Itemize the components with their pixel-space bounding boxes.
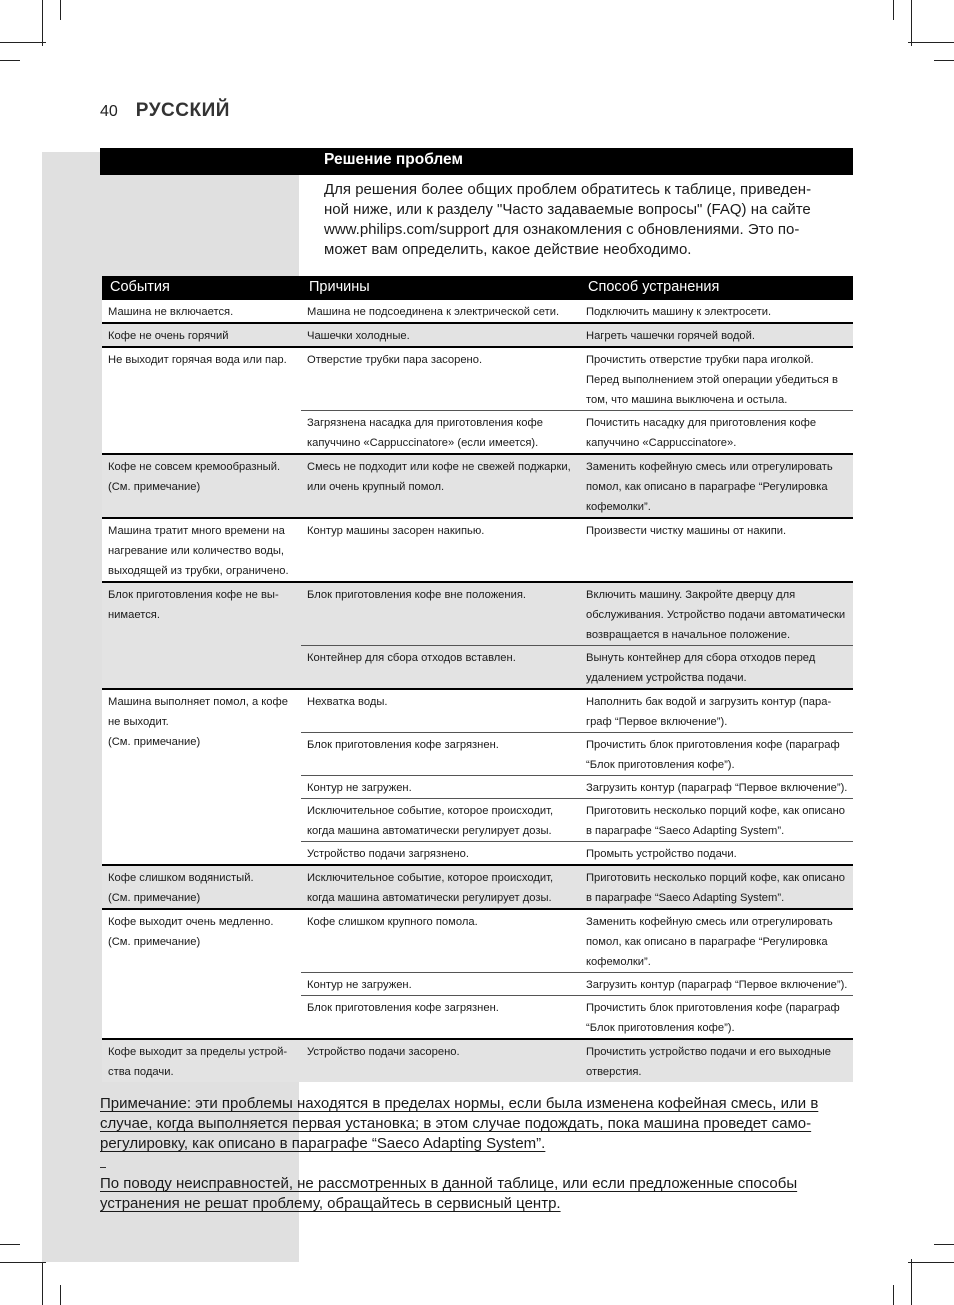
- cause-cell: [301, 1039, 580, 1082]
- solution-line: Приготовить несколько порций кофе, как описано: [586, 872, 846, 884]
- solution-line: Прочистить блок приготовления кофе (параграф: [586, 739, 840, 751]
- cause-cell: [301, 323, 580, 347]
- event-line: (См. примечание): [108, 936, 201, 948]
- solution-line: Подключить машину к электросети.: [586, 306, 772, 318]
- cause-line: капуччино «Cappuccinatore» (если имеется).: [307, 437, 539, 449]
- solution-line: удалением устройства подачи.: [586, 672, 747, 684]
- solution-line: Произвести чистку машины от накипи.: [586, 525, 787, 537]
- cause-line: Устройство подачи засорено.: [307, 1046, 460, 1058]
- event-cell: [102, 347, 301, 454]
- solution-line: том, что машина выключена и остыла.: [586, 394, 788, 406]
- crop-mark: [0, 60, 20, 61]
- solution-cell: [580, 299, 853, 323]
- solution-line: Почистить насадку для приготовления кофе: [586, 417, 817, 429]
- crop-mark: [0, 1244, 20, 1245]
- note-line: случае, когда выполняется первая установка; в этом случае подождать, пока машина проведет само-: [100, 1115, 812, 1132]
- cause-cell: [301, 454, 580, 518]
- solution-cell: [580, 1039, 853, 1082]
- crop-mark: [908, 1262, 954, 1263]
- cause-line: Нехватка воды.: [307, 696, 388, 708]
- cause-line: Исключительное событие, которое происходит,: [307, 805, 554, 817]
- table-row: [102, 865, 853, 909]
- crop-mark: [893, 1285, 894, 1305]
- solution-line: Вынуть контейнер для сбора отходов перед: [586, 652, 816, 664]
- table-row: [102, 582, 853, 646]
- crop-mark: [911, 1259, 912, 1305]
- event-line: Кофе слишком водянистый.: [108, 872, 254, 884]
- solution-line: помол, как описано в параграфе “Регулировка: [586, 936, 828, 948]
- solution-cell: [580, 776, 853, 799]
- crop-mark: [908, 42, 954, 43]
- solution-line: Нагреть чашечки горячей водой.: [586, 330, 755, 342]
- event-cell: [102, 909, 301, 1039]
- separator-dash: [100, 1167, 106, 1168]
- crop-mark: [934, 60, 954, 61]
- solution-line: помол, как описано в параграфе “Регулировка: [586, 481, 828, 493]
- solution-line: Включить машину. Закройте дверцу для: [586, 589, 796, 601]
- solution-line: отверстия.: [586, 1066, 642, 1078]
- event-line: Кофе выходит очень медленно.: [108, 916, 274, 928]
- cause-cell: [301, 518, 580, 582]
- service-paragraph: [100, 1174, 856, 1214]
- solution-cell: [580, 347, 853, 411]
- solution-line: Загрузить контур (параграф “Первое включение”).: [586, 782, 848, 794]
- event-line: нагревание или количество воды,: [108, 545, 285, 557]
- cause-line: Исключительное событие, которое происходит,: [307, 872, 554, 884]
- solution-line: кофемолки”.: [586, 501, 651, 513]
- cause-cell: [301, 689, 580, 733]
- page-language: РУССКИЙ: [135, 100, 230, 121]
- event-cell: [102, 865, 301, 909]
- crop-mark: [934, 1244, 954, 1245]
- event-cell: [102, 323, 301, 347]
- cause-line: Чашечки холодные.: [307, 330, 410, 342]
- cause-line: когда машина автоматически регулирует дозы.: [307, 892, 552, 904]
- event-line: (См. примечание): [108, 892, 201, 904]
- event-line: ства подачи.: [108, 1066, 174, 1078]
- event-line: Блок приготовления кофе не вы-: [108, 589, 279, 601]
- cause-cell: [301, 865, 580, 909]
- solution-line: Загрузить контур (параграф “Первое включение”).: [586, 979, 848, 991]
- event-line: Машина не включается.: [108, 306, 234, 318]
- cause-cell: [301, 411, 580, 455]
- crop-mark: [0, 1262, 46, 1263]
- crop-mark: [911, 0, 912, 46]
- intro-line: может вам определить, какое действие необходимо.: [324, 241, 692, 258]
- crop-mark: [42, 1259, 43, 1305]
- cause-line: Отверстие трубки пара засорено.: [307, 354, 483, 366]
- solution-line: “Блок приготовления кофе”).: [586, 759, 735, 771]
- cause-cell: [301, 582, 580, 646]
- solution-cell: [580, 909, 853, 973]
- table-row: [102, 299, 853, 323]
- header-solutions: Способ устранения: [580, 276, 853, 299]
- service-line: По поводу неисправностей, не рассмотренных в данной таблице, или если предложенные способы: [100, 1175, 798, 1192]
- cause-line: Устройство подачи загрязнено.: [307, 848, 469, 860]
- cause-cell: [301, 347, 580, 411]
- table-row: [102, 518, 853, 582]
- cause-line: когда машина автоматически регулирует дозы.: [307, 825, 552, 837]
- note-paragraph: [100, 1094, 856, 1154]
- cause-line: Кофе слишком крупного помола.: [307, 916, 478, 928]
- cause-line: Контур машины засорен накипью.: [307, 525, 485, 537]
- solution-cell: [580, 582, 853, 646]
- event-line: Машина выполняет помол, а кофе: [108, 696, 288, 708]
- table-row: [102, 454, 853, 518]
- note-line: Примечание: эти проблемы находятся в пределах нормы, если была изменена кофейная смесь, или в: [100, 1095, 819, 1112]
- solution-line: Заменить кофейную смесь или отрегулировать: [586, 461, 833, 473]
- solution-line: Промыть устройство подачи.: [586, 848, 737, 860]
- cause-line: Контур не загружен.: [307, 782, 412, 794]
- event-cell: [102, 1039, 301, 1082]
- cause-cell: [301, 776, 580, 799]
- cause-line: Блок приготовления кофе вне положения.: [307, 589, 526, 601]
- solution-line: Приготовить несколько порций кофе, как описано: [586, 805, 846, 817]
- solution-cell: [580, 865, 853, 909]
- header-causes: Причины: [301, 276, 580, 299]
- solution-line: “Блок приготовления кофе”).: [586, 1022, 735, 1034]
- event-line: (См. примечание): [108, 736, 201, 748]
- solution-cell: [580, 323, 853, 347]
- cause-cell: [301, 799, 580, 842]
- cause-line: Машина не подсоединена к электрической сети.: [307, 306, 560, 318]
- solution-line: в параграфе “Saeco Adapting System”.: [586, 892, 785, 904]
- table-row: [102, 689, 853, 733]
- table-row: [102, 1039, 853, 1082]
- header-events: События: [102, 276, 301, 299]
- solution-line: Наполнить бак водой и загрузить контур (пара-: [586, 696, 832, 708]
- cause-cell: [301, 973, 580, 996]
- troubleshooting-table: [102, 276, 853, 1082]
- table-row: [102, 909, 853, 973]
- crop-mark: [60, 1285, 61, 1305]
- cause-line: Блок приготовления кофе загрязнен.: [307, 739, 499, 751]
- solution-cell: [580, 842, 853, 866]
- event-line: Кофе не очень горячий: [108, 330, 229, 342]
- solution-cell: [580, 799, 853, 842]
- notes-spacer: [100, 1154, 856, 1174]
- solution-line: Заменить кофейную смесь или отрегулировать: [586, 916, 833, 928]
- event-cell: [102, 689, 301, 865]
- event-cell: [102, 582, 301, 689]
- intro-line: ной ниже, или к разделу "Часто задаваемые вопросы" (FAQ) на сайте: [324, 201, 811, 218]
- cause-line: Блок приготовления кофе загрязнен.: [307, 1002, 499, 1014]
- solution-line: кофемолки”.: [586, 956, 651, 968]
- cause-cell: [301, 646, 580, 690]
- section-title-bar: [100, 148, 853, 175]
- cause-cell: [301, 996, 580, 1040]
- cause-line: Загрязнена насадка для приготовления кофе: [307, 417, 543, 429]
- solution-line: Прочистить устройство подачи и его выходные: [586, 1046, 831, 1058]
- cause-cell: [301, 733, 580, 776]
- event-line: не выходит.: [108, 716, 169, 728]
- solution-cell: [580, 518, 853, 582]
- table-header-row: [102, 276, 853, 299]
- event-cell: [102, 518, 301, 582]
- solution-cell: [580, 733, 853, 776]
- event-line: Кофе выходит за пределы устрой-: [108, 1046, 288, 1058]
- intro-line: www.philips.com/support для ознакомления с обновлениями. Это по-: [324, 221, 800, 238]
- notes-section: [100, 1094, 856, 1214]
- solution-line: Прочистить отверстие трубки пара иголкой.: [586, 354, 814, 366]
- table-row: [102, 347, 853, 411]
- cause-cell: [301, 299, 580, 323]
- solution-cell: [580, 646, 853, 690]
- service-line: устранения не решат проблему, обращайтесь в сервисный центр.: [100, 1195, 561, 1212]
- solution-line: возвращается в начальное положение.: [586, 629, 791, 641]
- note-line: регулировку, как описано в параграфе “Saeco Adapting System”.: [100, 1135, 546, 1152]
- page-number: 40: [100, 103, 118, 120]
- solution-cell: [580, 689, 853, 733]
- event-line: нимается.: [108, 609, 160, 621]
- solution-line: Перед выполнением этой операции убедиться в: [586, 374, 838, 386]
- crop-mark: [42, 0, 43, 46]
- cause-cell: [301, 842, 580, 866]
- solution-cell: [580, 973, 853, 996]
- cause-line: Контур не загружен.: [307, 979, 412, 991]
- solution-line: обслуживания. Устройство подачи автоматически: [586, 609, 846, 621]
- table-row: [102, 323, 853, 347]
- crop-mark: [0, 42, 46, 43]
- intro-line: Для решения более общих проблем обратитесь к таблице, приведен-: [324, 181, 812, 198]
- event-line: Кофе не совсем кремообразный.: [108, 461, 281, 473]
- cause-line: Контейнер для сбора отходов вставлен.: [307, 652, 516, 664]
- crop-mark: [60, 0, 61, 20]
- solution-line: капуччино «Cappuccinatore».: [586, 437, 737, 449]
- solution-cell: [580, 996, 853, 1040]
- event-line: Машина тратит много времени на: [108, 525, 285, 537]
- section-title: Решение проблем: [324, 151, 463, 168]
- cause-line: или очень крупный помол.: [307, 481, 445, 493]
- solution-line: в параграфе “Saeco Adapting System”.: [586, 825, 785, 837]
- event-line: выходящей из трубки, ограничено.: [108, 565, 289, 577]
- solution-cell: [580, 411, 853, 455]
- intro-paragraph: [324, 180, 846, 260]
- event-line: Не выходит горячая вода или пар.: [108, 354, 287, 366]
- cause-line: Смесь не подходит или кофе не свежей поджарки,: [307, 461, 571, 473]
- event-cell: [102, 299, 301, 323]
- crop-mark: [893, 0, 894, 20]
- event-line: (См. примечание): [108, 481, 201, 493]
- cause-cell: [301, 909, 580, 973]
- solution-line: граф “Первое включение”).: [586, 716, 728, 728]
- solution-line: Прочистить блок приготовления кофе (параграф: [586, 1002, 840, 1014]
- page-header: [100, 100, 230, 124]
- event-cell: [102, 454, 301, 518]
- solution-cell: [580, 454, 853, 518]
